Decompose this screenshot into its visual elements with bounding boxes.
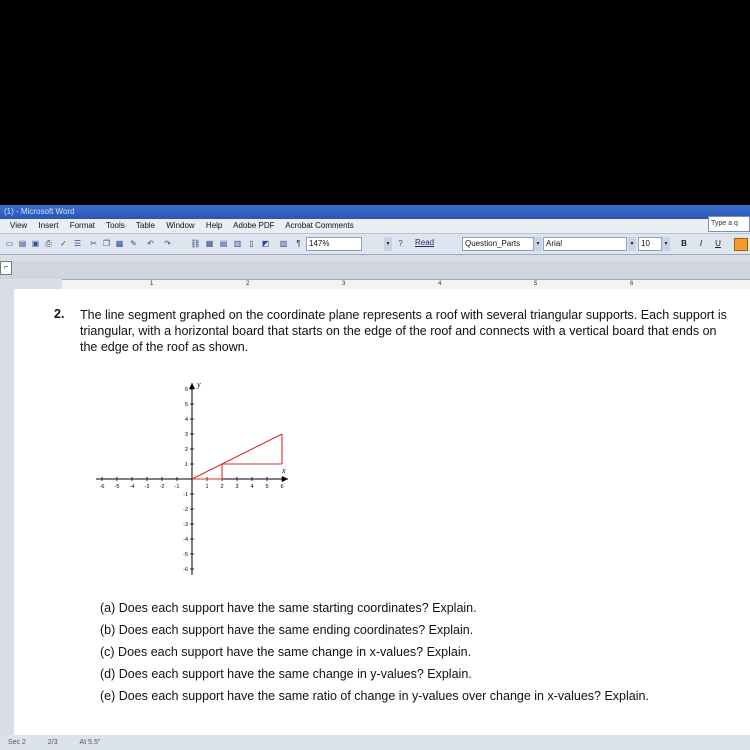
menu-tools[interactable]: Tools bbox=[106, 221, 125, 230]
menu-table[interactable]: Table bbox=[135, 221, 155, 230]
coordinate-plane bbox=[92, 379, 292, 579]
y-tick-label: -6 bbox=[183, 567, 188, 573]
title-bar bbox=[0, 205, 750, 219]
help-icon[interactable]: ? bbox=[398, 239, 403, 248]
zoom-dropdown-icon[interactable]: ▾ bbox=[384, 237, 392, 251]
x-tick-label: -1 bbox=[174, 484, 180, 490]
menu-window[interactable]: Window bbox=[166, 221, 195, 230]
status-pages: 2/3 bbox=[47, 739, 58, 746]
font-size-field[interactable]: 10 bbox=[638, 237, 662, 251]
research-icon[interactable]: ☰ bbox=[73, 239, 82, 248]
insert-table-icon[interactable]: ▤ bbox=[219, 239, 228, 248]
x-tick-label: -3 bbox=[144, 484, 150, 490]
ruler-number: 5 bbox=[534, 281, 538, 287]
insert-excel-icon[interactable]: ▥ bbox=[233, 239, 242, 248]
part-b: (b) Does each support have the same ending coordinates? Explain. bbox=[100, 623, 474, 637]
x-tick-label: 2 bbox=[220, 484, 224, 490]
standard-toolbar bbox=[0, 233, 750, 255]
tables-borders-icon[interactable]: ▦ bbox=[205, 239, 214, 248]
x-tick-label: -2 bbox=[159, 484, 165, 490]
columns-icon[interactable]: ▯ bbox=[249, 239, 254, 248]
menu-insert[interactable]: Insert bbox=[38, 221, 59, 230]
status-bar bbox=[0, 735, 750, 750]
ruler-background bbox=[0, 261, 750, 279]
x-tick-label: 3 bbox=[235, 484, 239, 490]
copy-icon[interactable]: ❐ bbox=[102, 239, 111, 248]
status-section: Sec 2 bbox=[8, 739, 26, 746]
spelling-icon[interactable]: ✓ bbox=[60, 239, 67, 248]
x-tick-label: -5 bbox=[114, 484, 120, 490]
y-tick-label: 5 bbox=[184, 402, 188, 408]
font-size-arrow-icon[interactable]: ▾ bbox=[662, 237, 670, 251]
font-field[interactable]: Arial bbox=[543, 237, 627, 251]
x-tick-label: 1 bbox=[205, 484, 209, 490]
roof-line bbox=[192, 434, 282, 479]
x-axis-label: x bbox=[282, 466, 286, 475]
menu-view[interactable]: View bbox=[10, 221, 28, 230]
tab-selector[interactable]: ⌐ bbox=[0, 261, 12, 275]
question-text: The line segment graphed on the coordinate plane represents a roof with several triangular supports. Each support is triangular, with a horizontal board that starts on the edge of the roof and connects with a vertical board that ends on the edge of the roof as shown. bbox=[80, 308, 727, 354]
style-field[interactable]: Question_Parts bbox=[462, 237, 534, 251]
zoom-field[interactable]: 147% bbox=[306, 237, 362, 251]
y-axis-arrow-icon bbox=[189, 383, 195, 389]
document-map-icon[interactable]: ▧ bbox=[279, 239, 288, 248]
document-page[interactable] bbox=[14, 289, 750, 750]
question-number: 2. bbox=[54, 307, 65, 321]
window-title: (1) - Microsoft Word bbox=[4, 207, 75, 216]
x-axis-arrow-icon bbox=[282, 476, 288, 482]
style-dropdown-icon[interactable]: ▾ bbox=[534, 237, 542, 251]
ruler-number: 3 bbox=[342, 281, 346, 287]
y-tick-label: -1 bbox=[183, 492, 188, 498]
x-tick-label: 4 bbox=[250, 484, 254, 490]
ruler-number: 1 bbox=[150, 281, 154, 287]
part-d: (d) Does each support have the same change in y-values? Explain. bbox=[100, 667, 472, 681]
undo-icon[interactable]: ↶ bbox=[147, 239, 154, 248]
y-tick-label: 4 bbox=[184, 417, 188, 423]
y-tick-label: 2 bbox=[184, 447, 188, 453]
paste-icon[interactable]: ▦ bbox=[115, 239, 124, 248]
x-tick-label: -6 bbox=[99, 484, 105, 490]
menu-bar bbox=[0, 219, 750, 233]
print-icon[interactable]: ⎙ bbox=[45, 239, 52, 248]
ruler-number: 2 bbox=[246, 281, 250, 287]
menu-adobe-pdf[interactable]: Adobe PDF bbox=[233, 221, 275, 230]
ruler-number: 6 bbox=[630, 281, 634, 287]
y-tick-label: 1 bbox=[184, 462, 188, 468]
status-position: At 5.5" bbox=[79, 739, 101, 746]
y-tick-label: -5 bbox=[183, 552, 188, 558]
menu-format[interactable]: Format bbox=[69, 221, 96, 230]
y-axis-label: y bbox=[197, 380, 201, 389]
redo-icon[interactable]: ↷ bbox=[164, 239, 171, 248]
format-painter-icon[interactable]: ✎ bbox=[130, 239, 137, 248]
x-tick-label: 6 bbox=[280, 484, 284, 490]
show-hide-icon[interactable]: ¶ bbox=[296, 239, 301, 248]
highlight-icon[interactable] bbox=[734, 238, 748, 251]
word-window bbox=[0, 205, 750, 750]
part-a: (a) Does each support have the same starting coordinates? Explain. bbox=[100, 601, 477, 615]
part-c: (c) Does each support have the same change in x-values? Explain. bbox=[100, 645, 472, 659]
cut-icon[interactable]: ✂ bbox=[90, 239, 97, 248]
ruler-number: 4 bbox=[438, 281, 442, 287]
italic-button[interactable]: I bbox=[699, 239, 703, 248]
bold-button[interactable]: B bbox=[681, 239, 687, 248]
underline-button[interactable]: U bbox=[715, 239, 721, 248]
open-icon[interactable]: ▤ bbox=[18, 239, 27, 248]
hyperlink-icon[interactable]: ⛓ bbox=[190, 239, 201, 248]
y-tick-label: 6 bbox=[184, 387, 188, 393]
menu-help[interactable]: Help bbox=[205, 221, 223, 230]
ask-question-box[interactable]: Type a q bbox=[708, 216, 750, 232]
x-tick-label: -4 bbox=[129, 484, 135, 490]
y-tick-label: -3 bbox=[183, 522, 188, 528]
menu-acrobat-comments[interactable]: Acrobat Comments bbox=[285, 221, 354, 230]
y-tick-label: -4 bbox=[183, 537, 188, 543]
font-size-dropdown-icon[interactable]: ▾ bbox=[628, 237, 636, 251]
drawing-icon[interactable]: ◩ bbox=[261, 239, 270, 248]
x-tick-label: 5 bbox=[265, 484, 269, 490]
y-tick-label: 3 bbox=[184, 432, 188, 438]
part-e: (e) Does each support have the same ratio of change in y-values over change in x-values? Explain. bbox=[100, 689, 649, 703]
save-icon[interactable]: ▣ bbox=[31, 239, 40, 248]
new-document-icon[interactable]: ▭ bbox=[5, 239, 14, 248]
y-tick-label: -2 bbox=[183, 507, 188, 513]
read-button[interactable]: Read bbox=[415, 238, 435, 247]
